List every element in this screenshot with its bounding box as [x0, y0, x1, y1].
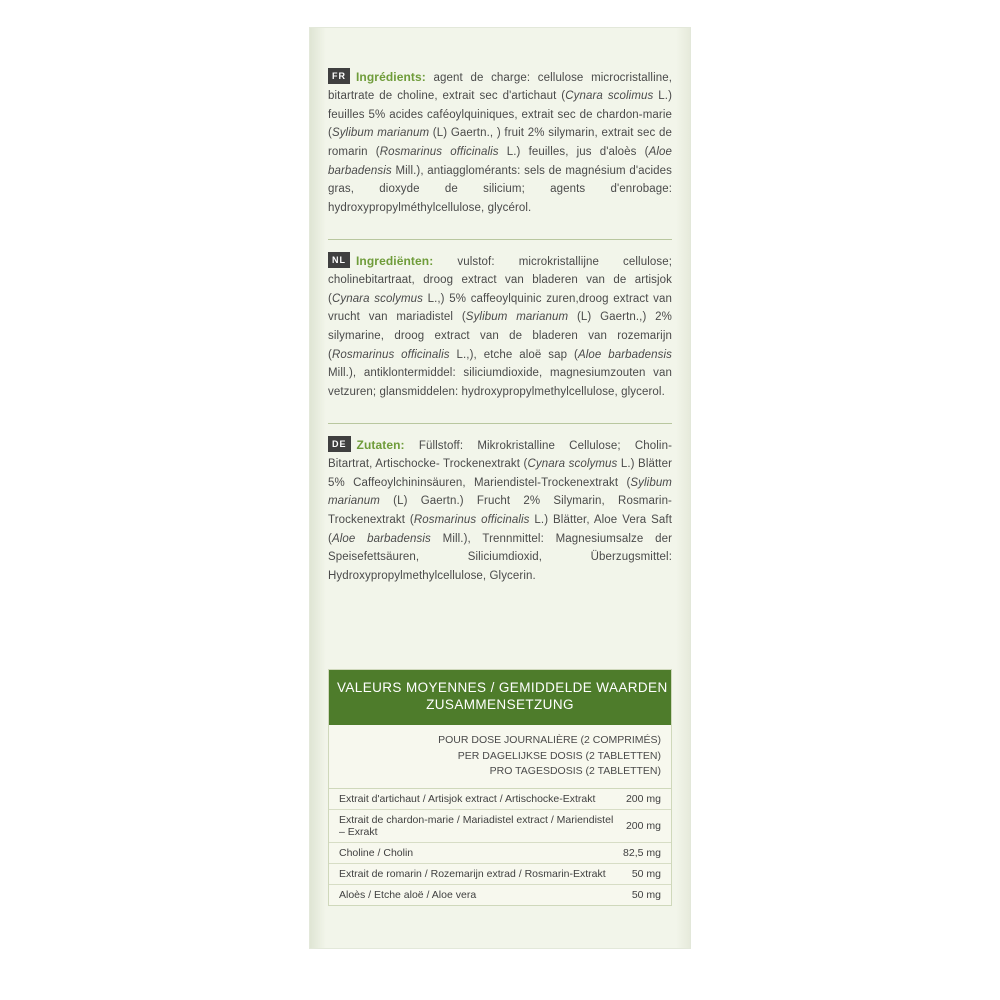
ingredients-text-nl — [328, 252, 672, 402]
product-package-panel — [310, 28, 690, 948]
nutrition-row-name: Extrait de romarin / Rozemarijn extrad / Rosmarin-Extrakt — [339, 868, 606, 880]
table-row — [329, 885, 671, 905]
ingredients-body-nl: vulstof: microkristallijne cellulose; cholinebitartraat, droog extract van bladeren van de artisjok (Cynara scolymus L.,) 5% caffeoylquinic zuren,droog extract van vrucht van mariadistel (Sylibum marianum (L) Gaertn.,) 2% silymarine, droog extract van de bladeren van rozemarijn (Rosmarinus officinalis L.,), etche aloë sap (Aloe barbadensis Mill.), antiklontermiddel: siliciumdioxide, magnesiumzouten van vetzuren; glansmiddelen: hydroxypropylmethylcellulose, glycerol. — [328, 255, 673, 398]
nutrition-table — [328, 669, 672, 906]
dose-line-de: PRO TAGESDOSIS (2 TABLETTEN) — [489, 765, 661, 778]
language-badge-de: DE — [328, 436, 351, 453]
nutrition-row-value: 200 mg — [625, 820, 661, 832]
table-row — [329, 864, 671, 885]
nutrition-row-name: Extrait de chardon-marie / Mariadistel extract / Mariendistel – Exrakt — [339, 814, 614, 838]
nutrition-title-band — [329, 670, 671, 725]
nutrition-title-line-2: ZUSAMMENSETZUNG — [426, 696, 574, 712]
ingredients-heading-de: Zutaten: — [356, 437, 405, 452]
ingredients-block-fr — [328, 68, 672, 241]
language-badge-nl: NL — [328, 252, 350, 269]
ingredients-heading-fr: Ingrédients: — [356, 69, 426, 84]
ingredients-text-fr — [328, 68, 672, 218]
ingredients-text-de — [328, 436, 672, 586]
table-row — [329, 810, 671, 843]
nutrition-row-value: 200 mg — [625, 793, 661, 805]
ingredients-body-fr: agent de charge: cellulose microcristalline, bitartrate de choline, extrait sec d'artichaut (Cynara scolimus L.) feuilles 5% acides caféoylquiniques, extrait sec de chardon-marie (Sylibum marianum (L) Gaertn., ) fruit 2% silymarin, extrait sec de romarin (Rosmarinus officinalis L.) feuilles, jus d'aloès (Aloe barbadensis Mill.), antiagglomérants: sels de magnésium d'acides gras, dioxyde de silicium; agents d'enrobage: hydroxypropylméthylcellulose, glycérol. — [328, 71, 673, 214]
language-badge-fr: FR — [328, 68, 350, 85]
nutrition-row-value: 50 mg — [631, 889, 661, 901]
ingredients-block-nl — [328, 252, 672, 425]
dose-line-fr: POUR DOSE JOURNALIÈRE (2 COMPRIMÉS) — [438, 733, 661, 746]
nutrition-row-name: Aloès / Etche aloë / Aloe vera — [339, 889, 477, 901]
ingredients-body-de: Füllstoff: Mikrokristalline Cellulose; Cholin-Bitartrat, Artischocke- Trockenextrakt (Cynara scolymus L.) Blätter 5% Caffeoylchininsäuren, Mariendistel-Trockenextrakt (Sylibum marianum (L) Gaertn.) Frucht 2% Silymarin, Rosmarin-Trockenextrakt (Rosmarinus officinalis L.) Blätter, Aloe Vera Saft (Aloe barbadensis Mill.), Trennmittel: Magnesiumsalze der Speisefettsäuren, Siliciumdioxid, Überzugsmittel: Hydroxypropylmethylcellulose, Glycerin. — [328, 439, 673, 582]
ingredients-heading-nl: Ingrediënten: — [356, 253, 434, 268]
dose-line-nl: PER DAGELIJKSE DOSIS (2 TABLETTEN) — [457, 749, 661, 762]
nutrition-title-line-1: VALEURS MOYENNES / GEMIDDELDE WAARDEN — [337, 680, 668, 695]
ingredients-block-de — [328, 436, 672, 608]
table-row — [329, 843, 671, 864]
nutrition-row-value: 50 mg — [631, 868, 661, 880]
package-back-panel — [310, 28, 690, 948]
nutrition-row-name: Choline / Cholin — [339, 847, 414, 859]
nutrition-row-name: Extrait d'artichaut / Artisjok extract / Artischocke-Extrakt — [339, 793, 596, 805]
nutrition-row-value: 82,5 mg — [623, 847, 661, 859]
nutrition-dose-header — [329, 725, 671, 789]
table-row — [329, 789, 671, 810]
